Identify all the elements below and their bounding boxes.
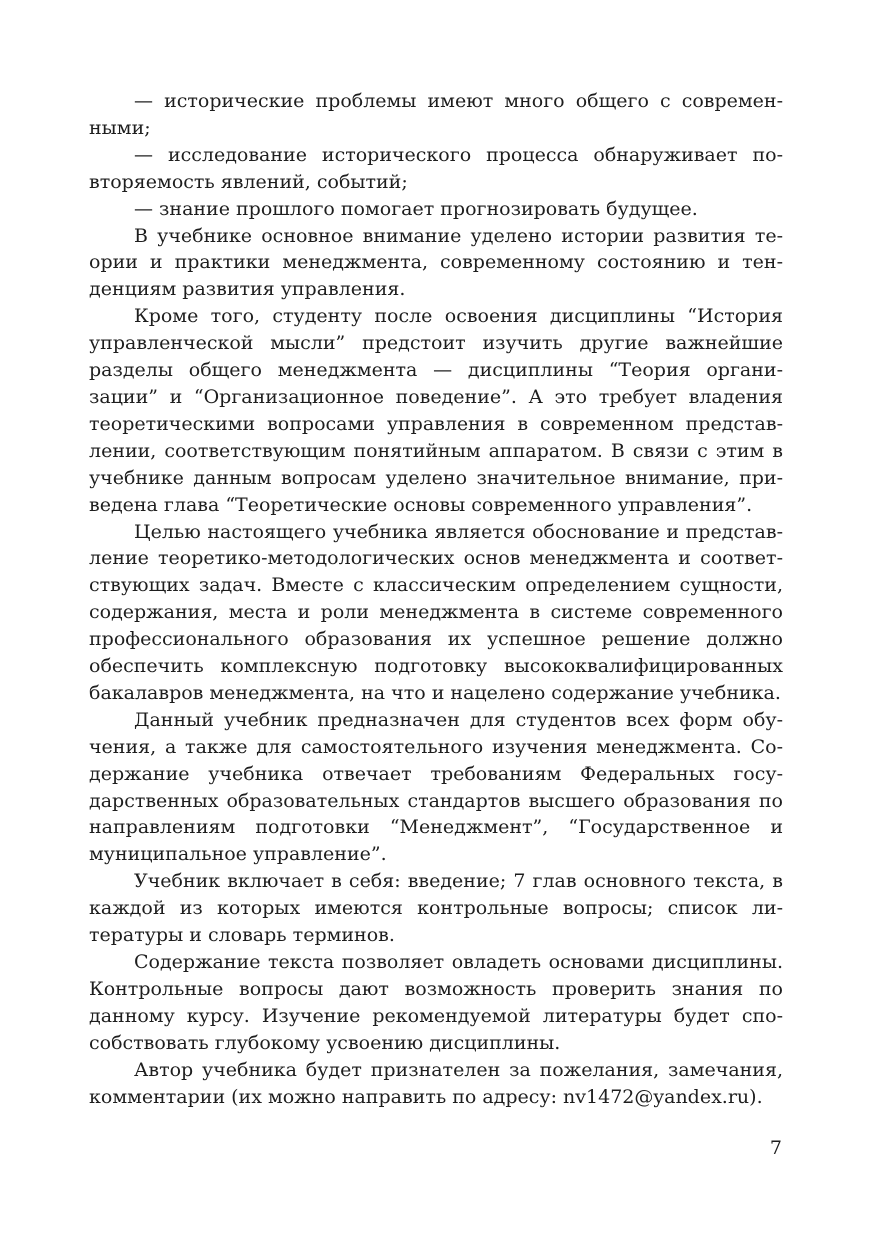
list-item-process-study: — исследование исторического процесса обнаруживает повторяемость явлений, событий; xyxy=(89,143,783,193)
paragraph-other-disciplines: Кроме того, студенту после освоения дисциплины “История управленческой мысли” предстоит изучить другие важнейшие разделы общего менеджмента — дисциплины “Теория организации” и “Организационное поведение”. А это требует владения теоретическими вопросами управления в современном представлении, соответствующим понятийным аппаратом. В связи с этим в учебнике данным вопросам уделено значительное внимание, приведена глава “Теоретические основы современного управления”. xyxy=(89,305,783,516)
paragraph-study-value: Содержание текста позволяет овладеть основами дисциплины. Контрольные вопросы дают возможность проверить знания по данному курсу. Изучение рекомендуемой литературы будет способствовать глубокому усвоению дисциплины. xyxy=(89,951,783,1054)
paragraph-contents: Учебник включает в себя: введение; 7 глав основного текста, в каждой из которых имеются контрольные вопросы; список литературы и словарь терминов. xyxy=(89,870,783,947)
document-body xyxy=(89,88,783,1110)
paragraph-audience: Данный учебник предназначен для студентов всех форм обучения, а также для самостоятельного изучения менеджмента. Содержание учебника отвечает требованиям Федеральных государственных образовательных стандартов высшего образования по направлениям подготовки “Менеджмент”, “Государственное и муниципальное управление”. xyxy=(89,708,783,866)
paragraph-textbook-focus: В учебнике основное внимание уделено истории развития теории и практики менеджмента, современному состоянию и тенденциям развития управления. xyxy=(89,224,783,301)
paragraph-textbook-goal: Целью настоящего учебника является обоснование и представление теоретико-методологических основ менеджмента и соответствующих задач. Вместе с классическим определением сущности, содержания, места и роли менеджмента в системе современного профессионального образования их успешное решение должно обеспечить комплексную подготовку высококвалифицированных бакалавров менеджмента, на что и нацелено содержание учебника. xyxy=(89,520,783,704)
list-item-historical-problems: — исторические проблемы имеют много общего с современными; xyxy=(89,90,783,139)
page-number: 7 xyxy=(769,1137,782,1159)
paragraph-author-contact: Автор учебника будет признателен за пожелания, замечания, комментарии (их можно направить по адресу: nv1472@yandex.ru). xyxy=(89,1058,783,1108)
list-item-past-knowledge: — знание прошлого помогает прогнозировать будущее. xyxy=(134,197,698,220)
